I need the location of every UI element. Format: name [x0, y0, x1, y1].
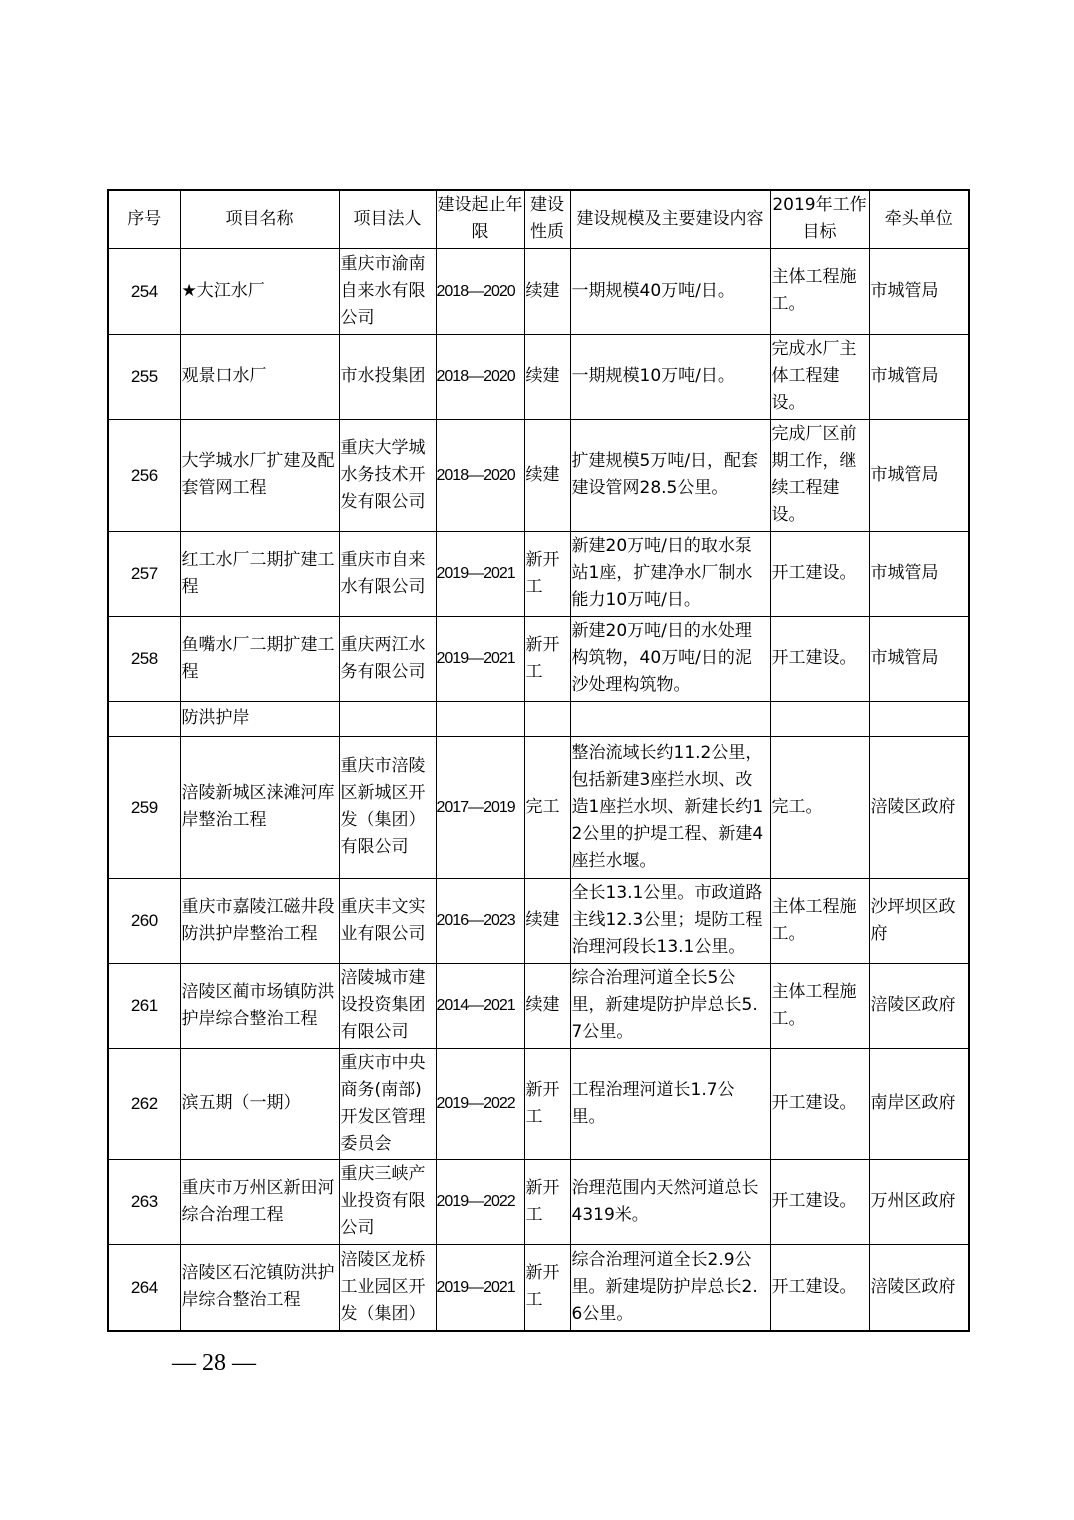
cell-period: 2016—2023 — [436, 878, 524, 963]
empty-cell — [436, 701, 524, 736]
cell-nature: 续建 — [524, 878, 570, 963]
cell-legal: 重庆丰文实业有限公司 — [339, 878, 436, 963]
cell-scope: 全长13.1公里。市政道路主线12.3公里；堤防工程治理河段长13.1公里。 — [570, 878, 770, 963]
table-row — [108, 963, 969, 1048]
page-number: — 28 — — [172, 1350, 256, 1376]
table-row — [108, 531, 969, 616]
section-row — [108, 701, 969, 736]
cell-nature: 新开工 — [524, 616, 570, 701]
cell-legal: 重庆市涪陵区新城区开发（集团）有限公司 — [339, 736, 436, 878]
cell-name: 涪陵区蔺市场镇防洪护岸综合整治工程 — [180, 963, 339, 1048]
empty-cell — [524, 701, 570, 736]
empty-cell — [108, 701, 180, 736]
cell-target: 开工建设。 — [770, 531, 869, 616]
empty-cell — [770, 701, 869, 736]
cell-seq: 262 — [108, 1048, 180, 1159]
cell-period: 2014—2021 — [436, 963, 524, 1048]
project-table — [107, 189, 970, 1332]
col-header-lead: 牵头单位 — [869, 190, 969, 248]
cell-name: 观景口水厂 — [180, 334, 339, 419]
cell-seq: 260 — [108, 878, 180, 963]
table-row — [108, 1048, 969, 1159]
cell-name: 红工水厂二期扩建工程 — [180, 531, 339, 616]
cell-name: 鱼嘴水厂二期扩建工程 — [180, 616, 339, 701]
cell-period: 2019—2021 — [436, 531, 524, 616]
table-row — [108, 419, 969, 531]
cell-lead: 市城管局 — [869, 248, 969, 334]
cell-legal: 重庆市自来水有限公司 — [339, 531, 436, 616]
table-row — [108, 248, 969, 334]
cell-nature: 新开工 — [524, 1048, 570, 1159]
cell-period: 2018—2020 — [436, 419, 524, 531]
cell-legal: 重庆市中央商务(南部)开发区管理委员会 — [339, 1048, 436, 1159]
cell-lead: 南岸区政府 — [869, 1048, 969, 1159]
cell-legal: 重庆三峡产业投资有限公司 — [339, 1159, 436, 1244]
cell-scope: 综合治理河道全长2.9公里。新建堤防护岸总长2.6公里。 — [570, 1244, 770, 1331]
cell-period: 2019—2021 — [436, 1244, 524, 1331]
cell-target: 完工。 — [770, 736, 869, 878]
cell-name: 大学城水厂扩建及配套管网工程 — [180, 419, 339, 531]
cell-period: 2019—2022 — [436, 1048, 524, 1159]
cell-scope: 治理范围内天然河道总长4319米。 — [570, 1159, 770, 1244]
cell-target: 完成厂区前期工作，继续工程建设。 — [770, 419, 869, 531]
cell-seq: 254 — [108, 248, 180, 334]
cell-legal: 重庆大学城水务技术开发有限公司 — [339, 419, 436, 531]
cell-period: 2019—2021 — [436, 616, 524, 701]
col-header-name: 项目名称 — [180, 190, 339, 248]
cell-legal: 重庆两江水务有限公司 — [339, 616, 436, 701]
cell-name: 重庆市万州区新田河综合治理工程 — [180, 1159, 339, 1244]
cell-legal: 市水投集团 — [339, 334, 436, 419]
cell-nature: 续建 — [524, 248, 570, 334]
col-header-seq: 序号 — [108, 190, 180, 248]
col-header-scope: 建设规模及主要建设内容 — [570, 190, 770, 248]
cell-name: 涪陵新城区涞滩河库岸整治工程 — [180, 736, 339, 878]
cell-seq: 256 — [108, 419, 180, 531]
cell-lead: 市城管局 — [869, 531, 969, 616]
cell-seq: 255 — [108, 334, 180, 419]
table-row — [108, 878, 969, 963]
cell-target: 主体工程施工。 — [770, 878, 869, 963]
cell-lead: 涪陵区政府 — [869, 736, 969, 878]
cell-lead: 涪陵区政府 — [869, 1244, 969, 1331]
cell-nature: 续建 — [524, 334, 570, 419]
cell-target: 开工建设。 — [770, 616, 869, 701]
cell-scope: 整治流域长约11.2公里，包括新建3座拦水坝、改造1座拦水坝、新建长约12公里的护堤工程、新建4座拦水堰。 — [570, 736, 770, 878]
cell-name: 重庆市嘉陵江磁井段防洪护岸整治工程 — [180, 878, 339, 963]
cell-legal: 重庆市渝南自来水有限公司 — [339, 248, 436, 334]
empty-cell — [339, 701, 436, 736]
cell-lead: 市城管局 — [869, 616, 969, 701]
col-header-target: 2019年工作目标 — [770, 190, 869, 248]
cell-target: 开工建设。 — [770, 1048, 869, 1159]
table-body — [108, 248, 969, 1331]
table-row — [108, 1159, 969, 1244]
cell-seq: 259 — [108, 736, 180, 878]
section-title: 防洪护岸 — [180, 701, 339, 736]
cell-legal: 涪陵区龙桥工业园区开发（集团） — [339, 1244, 436, 1331]
table-row — [108, 736, 969, 878]
cell-nature: 新开工 — [524, 1244, 570, 1331]
cell-nature: 续建 — [524, 419, 570, 531]
cell-name: 涪陵区石沱镇防洪护岸综合整治工程 — [180, 1244, 339, 1331]
cell-lead: 市城管局 — [869, 334, 969, 419]
cell-nature: 新开工 — [524, 531, 570, 616]
cell-legal: 涪陵城市建设投资集团有限公司 — [339, 963, 436, 1048]
cell-period: 2019—2022 — [436, 1159, 524, 1244]
cell-scope: 一期规模40万吨/日。 — [570, 248, 770, 334]
cell-name: 滨五期（一期） — [180, 1048, 339, 1159]
empty-cell — [570, 701, 770, 736]
cell-scope: 新建20万吨/日的水处理构筑物，40万吨/日的泥沙处理构筑物。 — [570, 616, 770, 701]
cell-name: ★大江水厂 — [180, 248, 339, 334]
table-row — [108, 1244, 969, 1331]
cell-period: 2018—2020 — [436, 248, 524, 334]
cell-nature: 续建 — [524, 963, 570, 1048]
cell-scope: 扩建规模5万吨/日，配套建设管网28.5公里。 — [570, 419, 770, 531]
empty-cell — [869, 701, 969, 736]
cell-seq: 261 — [108, 963, 180, 1048]
cell-scope: 新建20万吨/日的取水泵站1座，扩建净水厂制水能力10万吨/日。 — [570, 531, 770, 616]
table-row — [108, 334, 969, 419]
col-header-nature: 建设性质 — [524, 190, 570, 248]
cell-lead: 万州区政府 — [869, 1159, 969, 1244]
cell-target: 开工建设。 — [770, 1159, 869, 1244]
table-row — [108, 616, 969, 701]
cell-target: 主体工程施工。 — [770, 963, 869, 1048]
cell-target: 完成水厂主体工程建设。 — [770, 334, 869, 419]
cell-target: 开工建设。 — [770, 1244, 869, 1331]
cell-scope: 工程治理河道长1.7公里。 — [570, 1048, 770, 1159]
cell-period: 2017—2019 — [436, 736, 524, 878]
header-row — [108, 190, 969, 248]
col-header-legal: 项目法人 — [339, 190, 436, 248]
cell-lead: 涪陵区政府 — [869, 963, 969, 1048]
cell-seq: 263 — [108, 1159, 180, 1244]
cell-seq: 257 — [108, 531, 180, 616]
cell-scope: 综合治理河道全长5公里，新建堤防护岸总长5.7公里。 — [570, 963, 770, 1048]
cell-period: 2018—2020 — [436, 334, 524, 419]
cell-seq: 264 — [108, 1244, 180, 1331]
cell-scope: 一期规模10万吨/日。 — [570, 334, 770, 419]
col-header-period: 建设起止年限 — [436, 190, 524, 248]
cell-lead: 沙坪坝区政府 — [869, 878, 969, 963]
cell-nature: 完工 — [524, 736, 570, 878]
cell-nature: 新开工 — [524, 1159, 570, 1244]
cell-target: 主体工程施工。 — [770, 248, 869, 334]
cell-lead: 市城管局 — [869, 419, 969, 531]
cell-seq: 258 — [108, 616, 180, 701]
